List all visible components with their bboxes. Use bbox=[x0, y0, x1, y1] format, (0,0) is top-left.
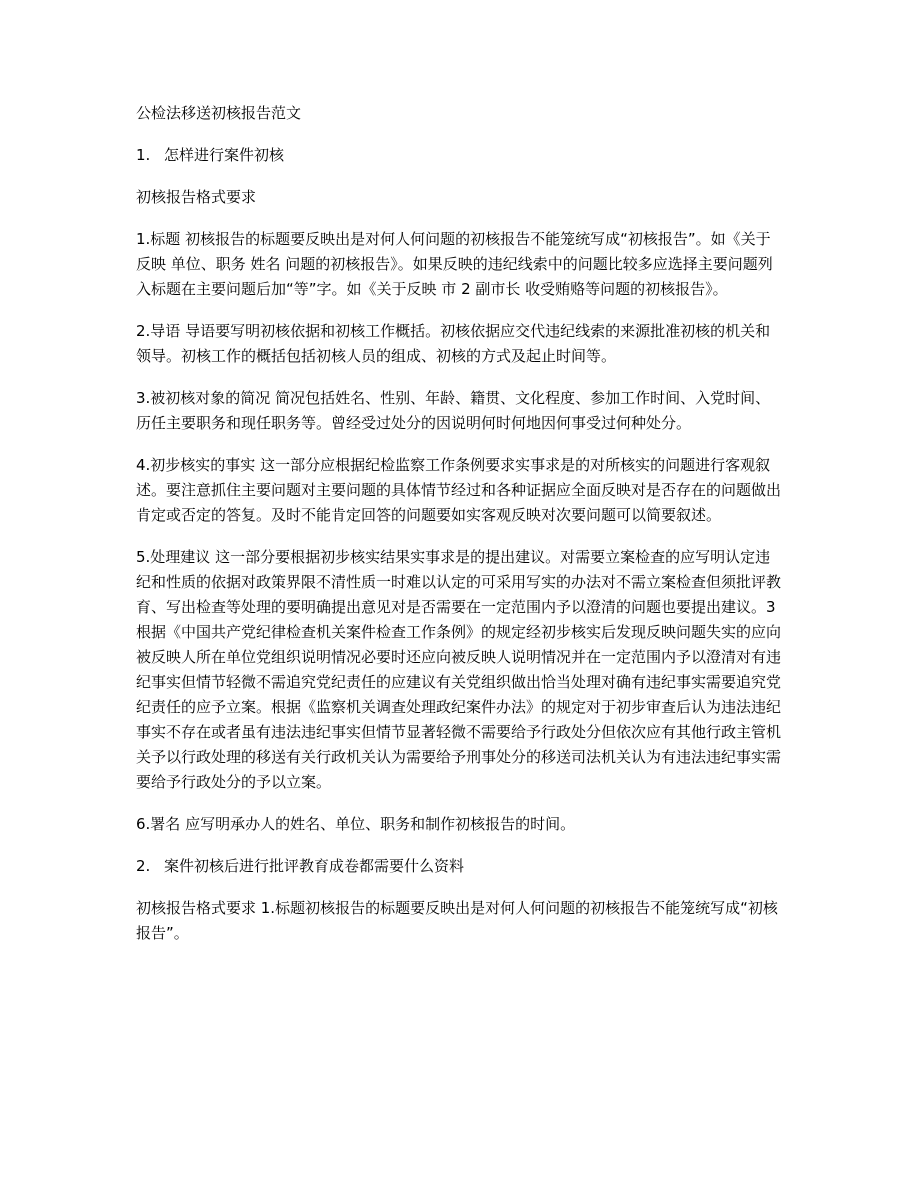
section-number: 2. bbox=[136, 857, 151, 875]
paragraph-suggestion-rule: 5.处理建议 这一部分要根据初步核实结果实事求是的提出建议。对需要立案检查的应写明认定违纪和性质的依据对政策界限不清性质一时难以认定的可采用写实的办法对不需立案检查但须批评教育、写出检查等处理的要明确提出意见对是否需要在一定范围内予以澄清的问题也要提出建议。3 根据《中国共产党纪律检查机关案件检查工作条例》的规定经初步核实后发现反映问题失实的应向被反映人所在单位党组织说明情况必要时还应向被反映人说明情况并在一定范围内予以澄清对有违纪事实但情节轻微不需追究党纪责任的应建议有关党组织做出恰当处理对确有违纪事实需要追究党纪责任的应予立案。根据《监察机关调查处理政纪案件办法》的规定对于初步审查后认为违法违纪事实不存在或者虽有违法违纪事实但情节显著轻微不需要给予行政处分但依次应有其他行政主管机关予以行政处理的移送有关行政机关认为需要给予刑事处分的移送司法机关认为有违法违纪事实需要给予行政处分的予以立案。 bbox=[136, 548, 782, 791]
paragraph-title-rule: 1.标题 初核报告的标题要反映出是对何人何问题的初核报告不能笼统写成“初核报告”。如《关于反映 单位、职务 姓名 问题的初核报告》。如果反映的违纪线索中的问题比较多应选择主要问题列入标题在主要问题后加“等”字。如《关于反映 市 2 副市长 收受贿赂等问题的初核报告》。 bbox=[136, 230, 773, 298]
paragraph-signature-rule: 6.署名 应写明承办人的姓名、单位、职务和制作初核报告的时间。 bbox=[136, 815, 576, 833]
document-page bbox=[136, 101, 784, 963]
section-heading-1 bbox=[136, 143, 784, 168]
section-heading-2 bbox=[136, 854, 784, 879]
document-title: 公检法移送初核报告范文 bbox=[136, 104, 302, 122]
section-heading-text: 怎样进行案件初核 bbox=[164, 146, 285, 164]
section-heading-text: 案件初核后进行批评教育成卷都需要什么资料 bbox=[164, 857, 465, 875]
paragraph-profile-rule: 3.被初核对象的简况 简况包括姓名、性别、年龄、籍贯、文化程度、参加工作时间、入党时间、历任主要职务和现任职务等。曾经受过处分的因说明何时何地因何事受过何种处分。 bbox=[136, 389, 771, 432]
paragraph-lead-rule: 2.导语 导语要写明初核依据和初核工作概括。初核依据应交代违纪线索的来源批准初核的机关和领导。初核工作的概括包括初核人员的组成、初核的方式及起止时间等。 bbox=[136, 322, 771, 365]
paragraph-facts-rule: 4.初步核实的事实 这一部分应根据纪检监察工作条例要求实事求是的对所核实的问题进行客观叙述。要注意抓住主要问题对主要问题的具体情节经过和各种证据应全面反映对是否存在的问题做出肯定或否定的答复。及时不能肯定回答的问题要如实客观反映对次要问题可以简要叙述。 bbox=[136, 456, 782, 524]
section-number: 1. bbox=[136, 146, 151, 164]
closing-paragraph: 初核报告格式要求 1.标题初核报告的标题要反映出是对何人何问题的初核报告不能笼统写成“初核报告”。 bbox=[136, 899, 778, 942]
sub-heading: 初核报告格式要求 bbox=[136, 188, 257, 206]
